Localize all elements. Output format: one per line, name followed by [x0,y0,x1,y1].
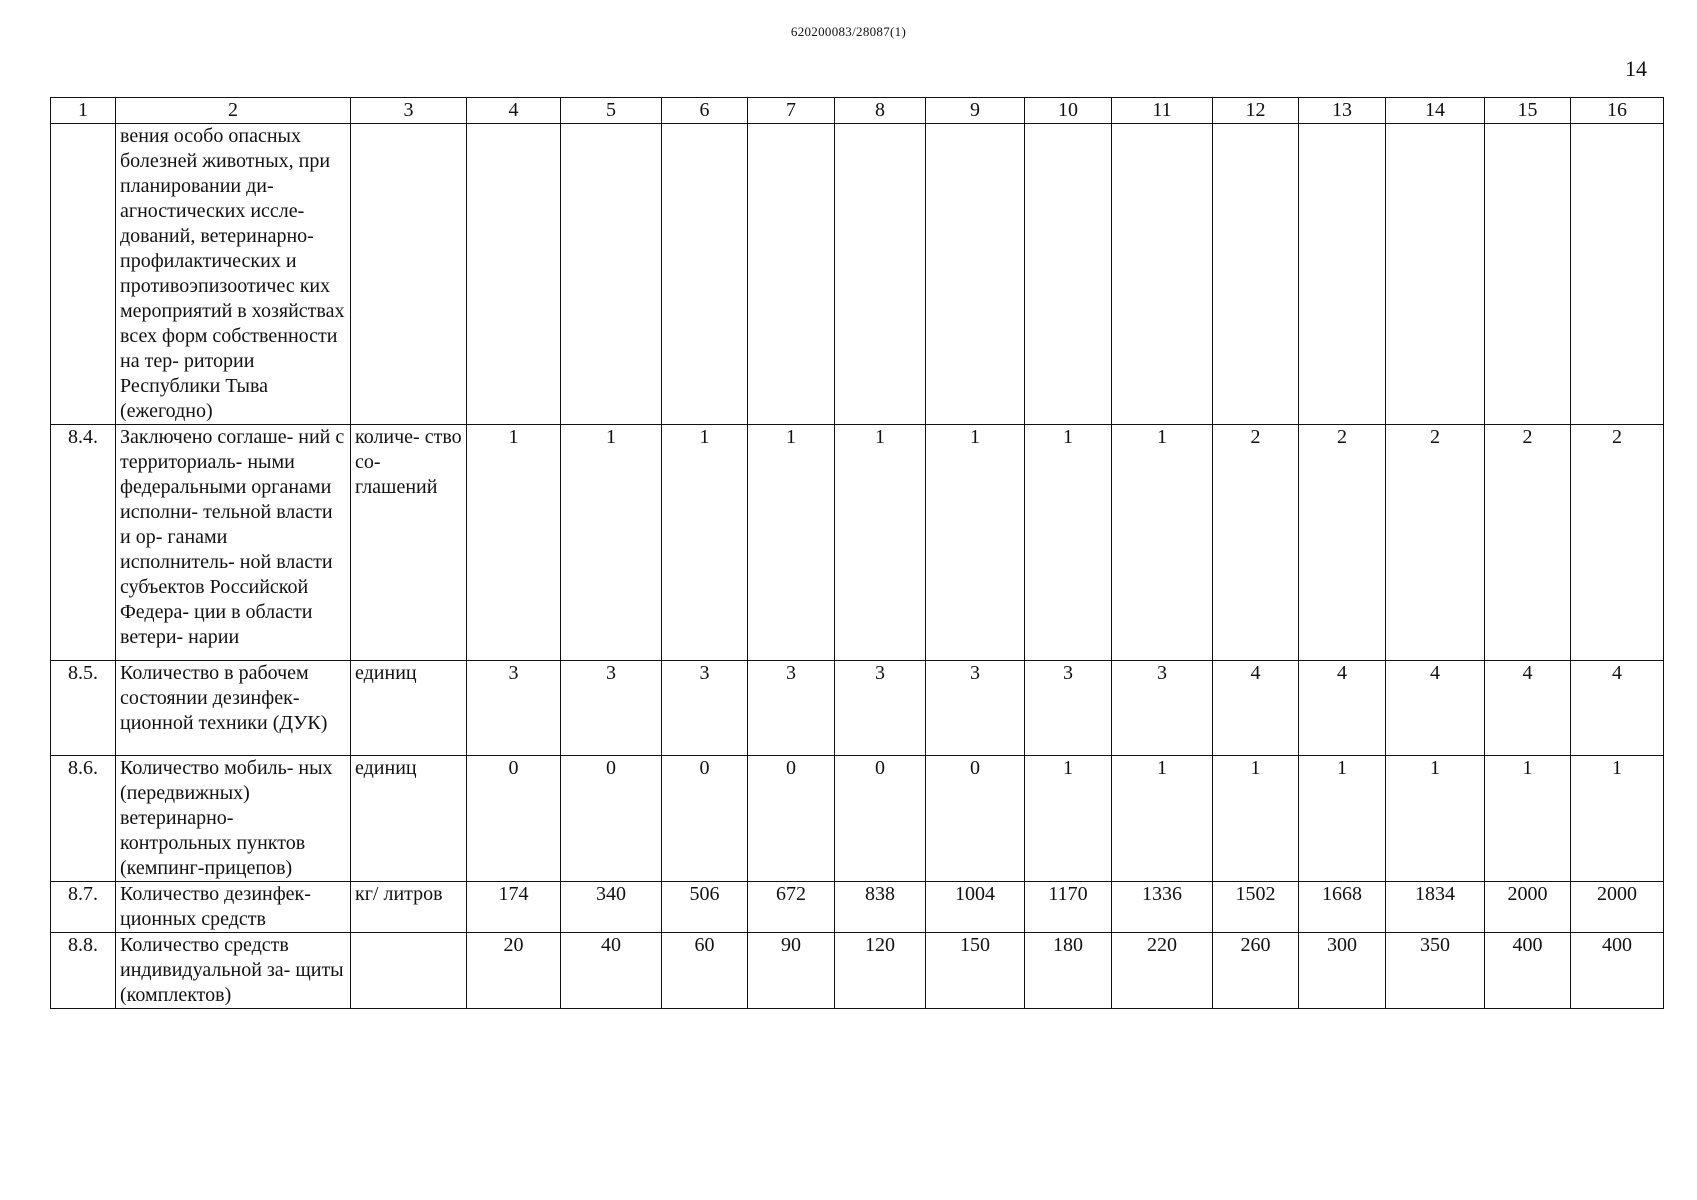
indicator-name-cell: Заключено соглаше- ний с территориаль- ными федеральными органами исполни- тельной власти и ор- ганами исполнитель- ной власти субъектов Российской Федера- ции в области ветери- нарии [116,425,351,661]
table-row [51,756,1664,882]
row-index-cell: 8.6. [51,756,116,882]
value-cell: 4 [1386,661,1485,756]
value-cell [1025,124,1112,425]
column-header: 11 [1112,98,1213,124]
value-cell: 20 [467,933,561,1009]
indicator-name-cell: Количество дезинфек- ционных средств [116,882,351,933]
row-index-cell [51,124,116,425]
value-cell: 1 [835,425,926,661]
value-cell: 2 [1213,425,1299,661]
indicator-name-cell: Количество в рабочем состоянии дезинфек- ционной техники (ДУК) [116,661,351,756]
value-cell: 1 [467,425,561,661]
column-header: 5 [561,98,662,124]
indicator-name-cell: вения особо опасных болезней животных, при планировании ди- агностических иссле- дований, ветеринарно- профилактических и противоэпизоотичес ких мероприятий в хозяйствах всех форм собственности на тер- ритории Республики Тыва (ежегодно) [116,124,351,425]
value-cell: 1 [1299,756,1386,882]
column-header: 8 [835,98,926,124]
value-cell: 1 [1112,425,1213,661]
value-cell [1485,124,1571,425]
unit-cell [351,933,467,1009]
column-header: 12 [1213,98,1299,124]
value-cell: 2 [1571,425,1664,661]
table-body [51,124,1664,1009]
value-cell: 1 [1485,756,1571,882]
value-cell: 90 [748,933,835,1009]
value-cell [561,124,662,425]
value-cell: 260 [1213,933,1299,1009]
value-cell [926,124,1025,425]
value-cell: 3 [748,661,835,756]
value-cell: 150 [926,933,1025,1009]
row-index-cell: 8.4. [51,425,116,661]
value-cell [1571,124,1664,425]
value-cell: 1 [1386,756,1485,882]
value-cell: 4 [1571,661,1664,756]
value-cell: 4 [1299,661,1386,756]
unit-cell: единиц [351,756,467,882]
indicator-name-cell: Количество средств индивидуальной за- щиты (комплектов) [116,933,351,1009]
value-cell: 2 [1485,425,1571,661]
unit-cell [351,124,467,425]
unit-cell: кг/ литров [351,882,467,933]
column-header: 15 [1485,98,1571,124]
table-row [51,661,1664,756]
value-cell: 180 [1025,933,1112,1009]
value-cell: 1170 [1025,882,1112,933]
value-cell: 1 [1571,756,1664,882]
row-index-cell: 8.5. [51,661,116,756]
value-cell: 0 [835,756,926,882]
value-cell: 400 [1571,933,1664,1009]
value-cell: 220 [1112,933,1213,1009]
row-index-cell: 8.8. [51,933,116,1009]
value-cell: 0 [467,756,561,882]
column-header: 6 [662,98,748,124]
column-header: 16 [1571,98,1664,124]
value-cell: 3 [467,661,561,756]
value-cell: 40 [561,933,662,1009]
column-header: 4 [467,98,561,124]
value-cell: 340 [561,882,662,933]
value-cell [467,124,561,425]
value-cell: 1 [748,425,835,661]
value-cell: 838 [835,882,926,933]
value-cell: 3 [662,661,748,756]
table-row [51,933,1664,1009]
value-cell: 1 [1213,756,1299,882]
value-cell: 2000 [1485,882,1571,933]
value-cell [1386,124,1485,425]
column-header: 13 [1299,98,1386,124]
column-header: 3 [351,98,467,124]
value-cell: 1668 [1299,882,1386,933]
value-cell: 0 [662,756,748,882]
indicator-name-cell: Количество мобиль- ных (передвижных) ветеринарно- контрольных пунктов (кемпинг-прицепов) [116,756,351,882]
value-cell: 0 [561,756,662,882]
indicators-table [50,97,1664,1009]
value-cell: 3 [561,661,662,756]
value-cell: 400 [1485,933,1571,1009]
value-cell: 1004 [926,882,1025,933]
unit-cell: единиц [351,661,467,756]
value-cell: 506 [662,882,748,933]
value-cell: 2 [1299,425,1386,661]
document-code: 620200083/28087(1) [790,24,907,39]
value-cell: 174 [467,882,561,933]
value-cell [1299,124,1386,425]
column-header: 1 [51,98,116,124]
value-cell: 60 [662,933,748,1009]
value-cell [835,124,926,425]
value-cell: 1834 [1386,882,1485,933]
table-row [51,882,1664,933]
value-cell: 1502 [1213,882,1299,933]
value-cell [1112,124,1213,425]
value-cell: 350 [1386,933,1485,1009]
value-cell [748,124,835,425]
table-row [51,124,1664,425]
value-cell: 1 [1112,756,1213,882]
value-cell: 1 [662,425,748,661]
page-number: 14 [1625,56,1647,81]
column-number-row [51,98,1664,124]
value-cell: 1 [926,425,1025,661]
value-cell: 1 [1025,425,1112,661]
value-cell: 2 [1386,425,1485,661]
column-header: 2 [116,98,351,124]
row-index-cell: 8.7. [51,882,116,933]
value-cell: 1 [561,425,662,661]
value-cell: 3 [1025,661,1112,756]
unit-cell: количе- ство со- глашений [351,425,467,661]
value-cell: 120 [835,933,926,1009]
value-cell: 3 [835,661,926,756]
column-header: 9 [926,98,1025,124]
value-cell: 1336 [1112,882,1213,933]
value-cell: 300 [1299,933,1386,1009]
value-cell: 3 [1112,661,1213,756]
column-header: 14 [1386,98,1485,124]
value-cell: 0 [748,756,835,882]
table-row [51,425,1664,661]
value-cell [1213,124,1299,425]
value-cell: 2000 [1571,882,1664,933]
column-header: 10 [1025,98,1112,124]
value-cell: 3 [926,661,1025,756]
value-cell: 4 [1213,661,1299,756]
value-cell: 672 [748,882,835,933]
value-cell: 1 [1025,756,1112,882]
value-cell [662,124,748,425]
column-header: 7 [748,98,835,124]
value-cell: 4 [1485,661,1571,756]
value-cell: 0 [926,756,1025,882]
